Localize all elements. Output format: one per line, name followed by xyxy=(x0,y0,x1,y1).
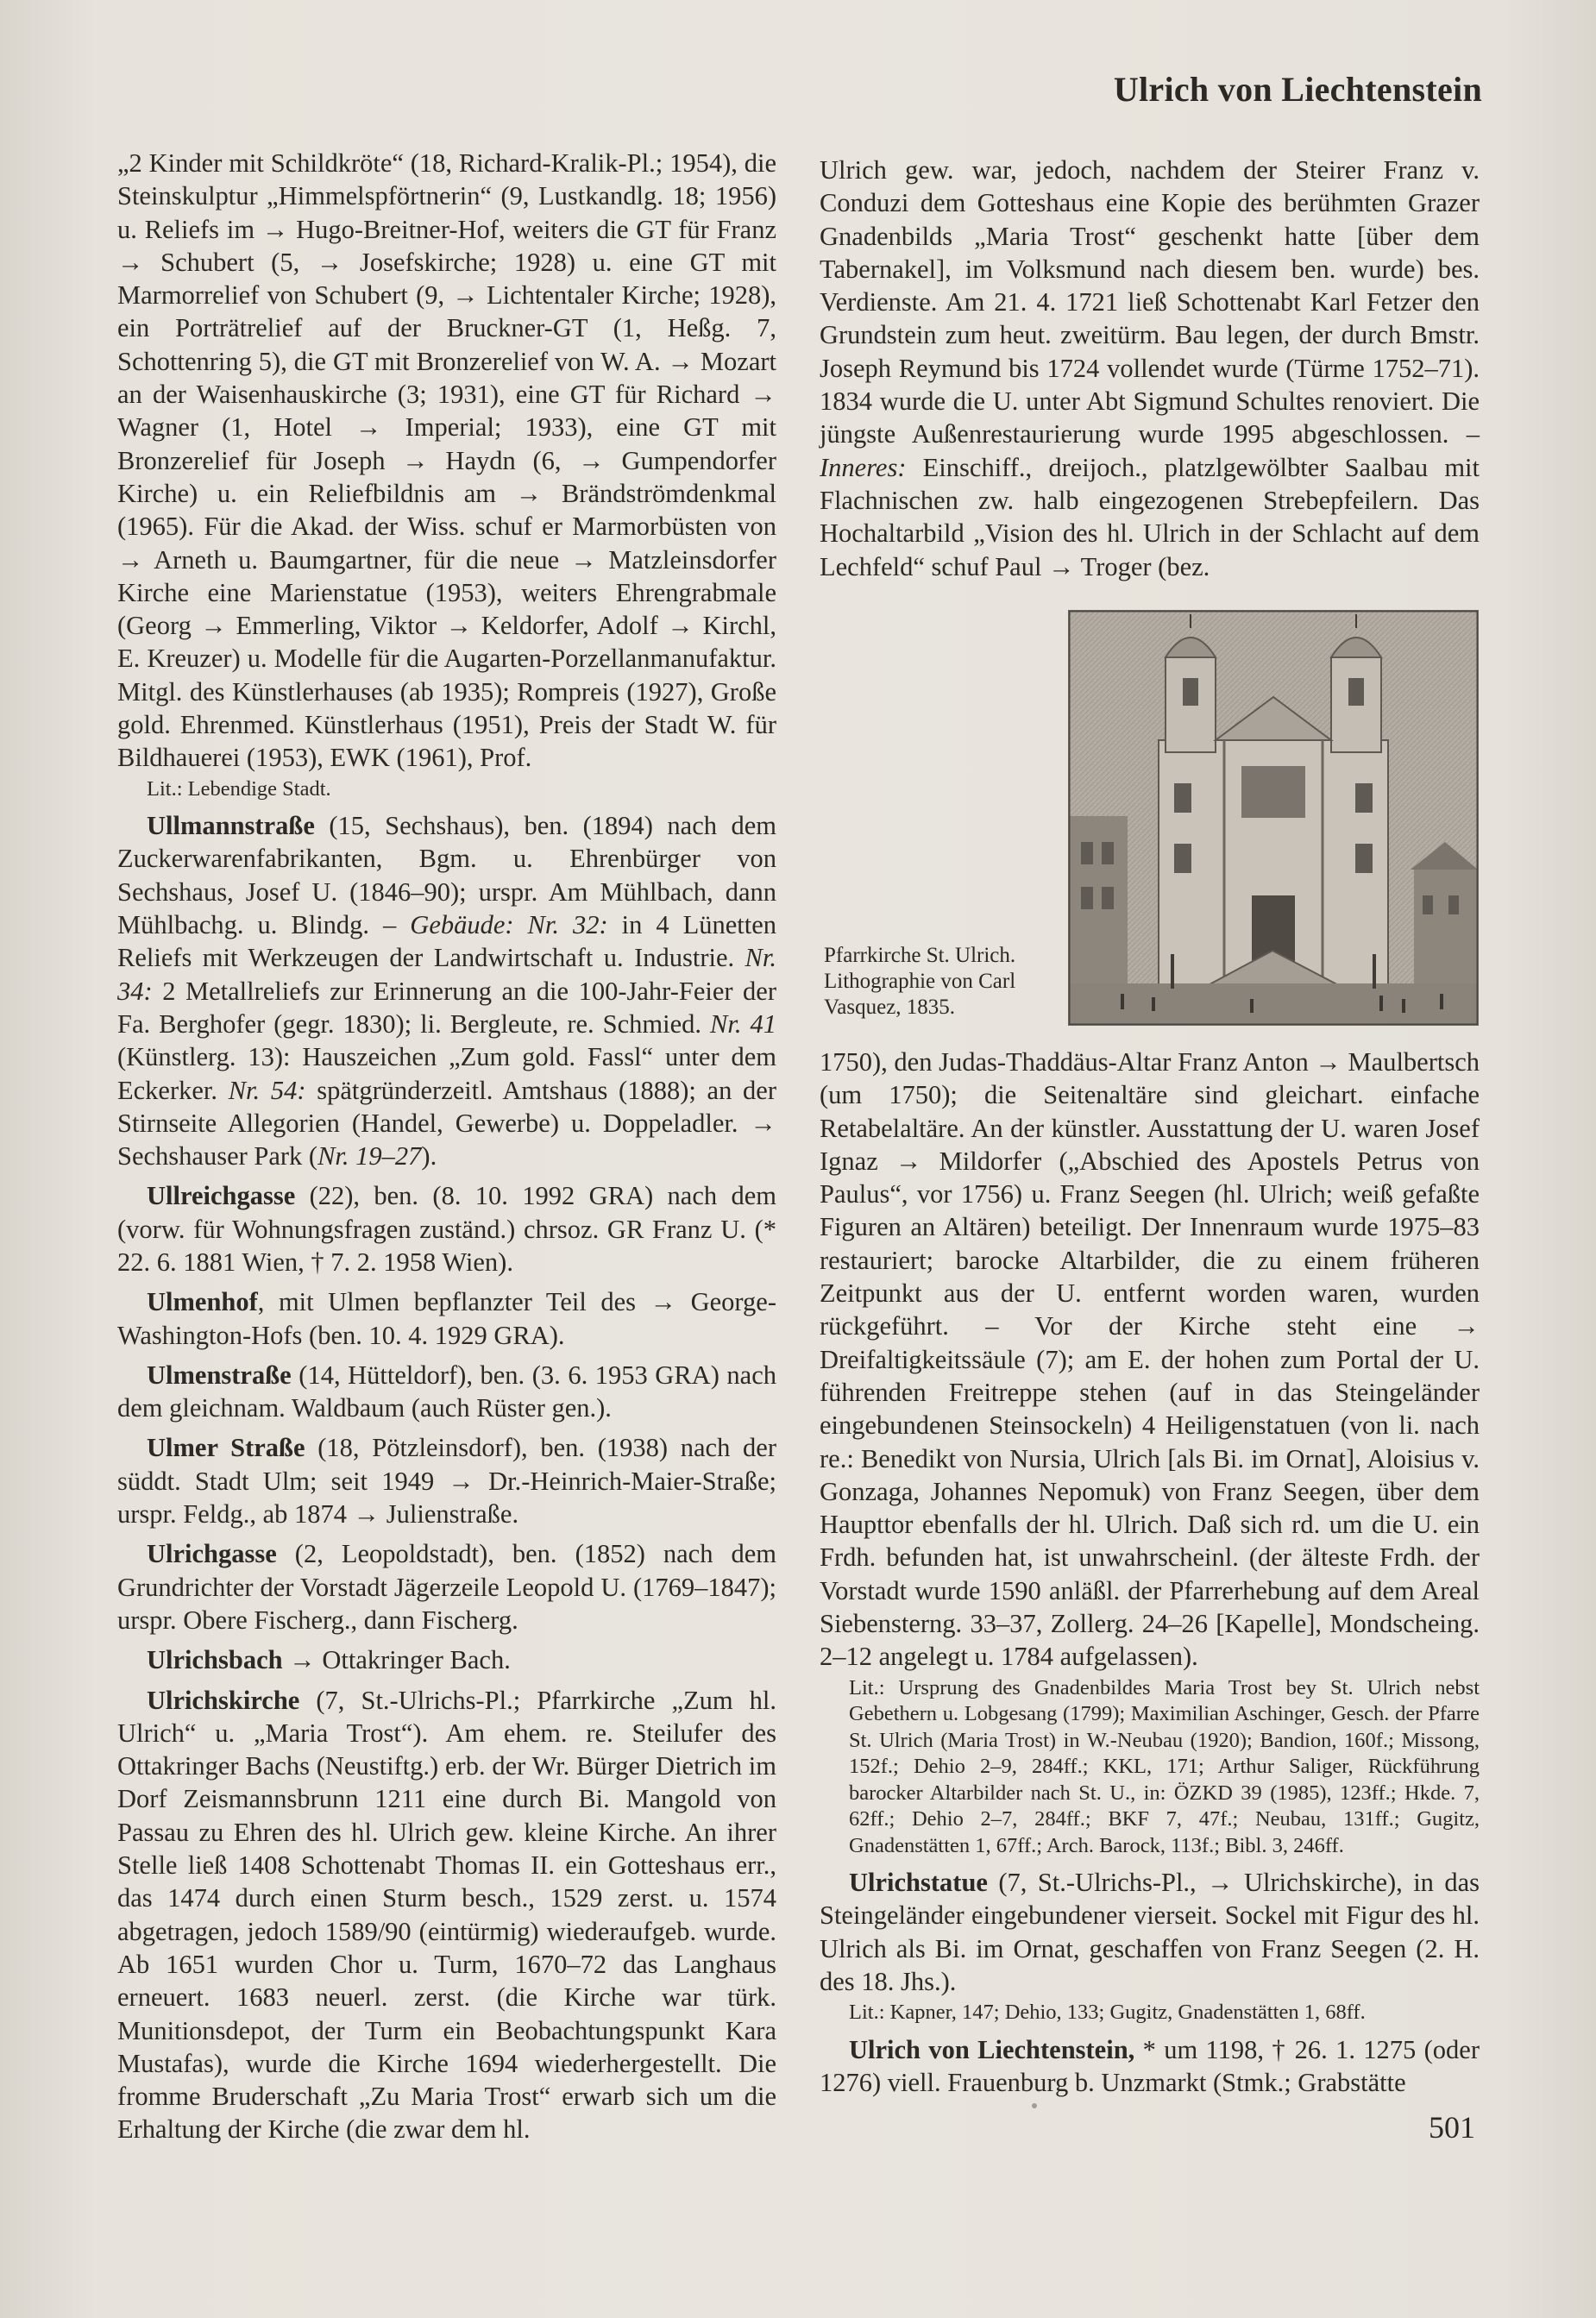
entry-ulrichstatue xyxy=(820,1866,1480,1998)
entry-text: Einschiff., dreijoch., platzlgewölbter Saalbau mit Flachnischen zw. halb eingezogenen Strebepfeilern. Das Hochaltarbild „Vision des hl. Ulrich in der Schlacht auf dem Lechfeld“ schuf Paul → Troger (bez. xyxy=(820,452,1480,581)
italic-label: Nr. 19–27 xyxy=(317,1141,422,1172)
entry-text: 2 Metallreliefs zur Erinnerung an die 100-Jahr-Feier der Fa. Berghofer (gegr. 1830); li. Bergleute, re. Schmied. xyxy=(117,976,776,1039)
italic-label: Nr. 54: xyxy=(228,1075,306,1105)
headword: Ulmenstraße xyxy=(147,1360,292,1390)
entry-ulmenhof xyxy=(117,1285,776,1352)
headword: Ulrichgasse xyxy=(147,1539,277,1569)
headword: Ulmenhof xyxy=(147,1287,258,1317)
church-lithograph-image xyxy=(1068,610,1479,1026)
entry-text: (14, Hütteldorf), ben. (3. 6. 1953 GRA) nach dem gleichnam. Waldbaum (auch Rüster gen.). xyxy=(117,1360,776,1423)
ulrichskirche-literature: Lit.: Ursprung des Gnadenbildes Maria Trost bey St. Ulrich nebst Gebethern u. Lobgesang (1799); Maximilian Aschinger, Gesch. der Pfarre St. Ulrich (Maria Trost) in W.-Neubau (1920); Bandion, 160f.; Missong, 152f.; Dehio 2–9, 284ff.; KKL, 171; Arthur Saliger, Rückführung barocker Altarbilder nach St. U., in: ÖZKD 39 (1985), 123ff.; Hkde. 7, 62ff.; Dehio 2–7, 284ff.; BKF 7, 47f.; Neubau, 131ff.; Gugitz, Gnadenstätten 1, 67ff.; Arch. Barock, 113f.; Bibl. 3, 246ff. xyxy=(849,1675,1480,1857)
entry-text: (18, Pötzleinsdorf), ben. (1938) nach der süddt. Stadt Ulm; seit 1949 → Dr.-Heinrich-Maier-Straße; urspr. Feldg., ab 1874 → Julienstraße. xyxy=(117,1433,776,1530)
continuation-body: „2 Kinder mit Schildkröte“ (18, Richard-Kralik-Pl.; 1954), die Steinskulptur „Himmelspförtnerin“ (9, Lustkandlg. 18; 1956) u. Reliefs im → Hugo-Breitner-Hof, weiters die GT für Franz → Schubert (5, → Josefskirche; 1928) u. eine GT mit Marmorrelief von Schubert (9, → Lichtentaler Kirche; 1928), ein Porträtrelief auf der Bruckner-GT (1, Heßg. 7, Schottenring 5), die GT mit Bronzerelief von W. A. → Mozart an der Waisenhauskirche (3; 1931), eine GT für Richard → Wagner (1, Hotel → Imperial; 1933), eine GT mit Bronzerelief für Joseph → Haydn (6, → Gumpendorfer Kirche) u. ein Reliefbildnis am → Brändströmdenkmal (1965). Für die Akad. der Wiss. schuf er Marmorbüsten von → Arneth u. Baumgartner, für die neue → Matzleinsdorfer Kirche eine Marienstatue (1953), weiters Ehrengrabmale (Georg → Emmerling, Viktor → Keldorfer, Adolf → Kirchl, E. Kreuzer) u. Modelle für die Augarten-Porzellanmanufaktur. Mitgl. des Künstlerhauses (ab 1935); Rompreis (1927), Große gold. Ehrenmed. Künstlerhaus (1951), Preis der Stadt W. für Bildhauerei (1953), EWK (1961), Prof. xyxy=(117,148,776,773)
entry-ulmer-strasse xyxy=(117,1431,776,1530)
headword: Ulrichskirche xyxy=(147,1685,300,1715)
entry-text: (2, Leopoldstadt), ben. (1852) nach dem Grundrichter der Vorstadt Jägerzeile Leopold U. (1769–1847); urspr. Obere Fischerg., dann Fischerg. xyxy=(117,1539,776,1635)
left-column xyxy=(117,147,776,2146)
italic-label: Inneres: xyxy=(820,452,907,482)
entry-text: Ulrich gew. war, jedoch, nachdem der Steirer Franz v. Conduzi dem Gotteshaus eine Kopie des berühmten Grazer Gnadenbilds „Maria Trost“ geschenkt hatte [über dem Tabernakel], im Volksmund nach diesem ben. wurde) bes. Verdienste. Am 21. 4. 1721 ließ Schottenabt Karl Fetzer den Grundstein zum heut. zweitürm. Bau legen, der durch Bmstr. Joseph Reymund bis 1724 vollendet wurde (Türme 1752–71). 1834 wurde die U. unter Abt Sigmund Schultes renoviert. Die jüngste Außenrestaurierung wurde 1995 abgeschlossen. – xyxy=(820,155,1480,449)
headword: Ulrichsbach xyxy=(147,1645,283,1675)
entry-ulrichgasse xyxy=(117,1537,776,1636)
ulrichstatue-literature: Lit.: Kapner, 147; Dehio, 133; Gugitz, Gnadenstätten 1, 68ff. xyxy=(849,2001,1366,2025)
entry-ulrich-von-liechtenstein xyxy=(820,2033,1480,2100)
headword: Ulrich von Liechtenstein, xyxy=(849,2034,1135,2064)
entry-text: (15, Sechshaus), ben. (1894) nach dem Zuckerwarenfabrikanten, Bgm. u. Ehrenbürger von Sechshaus, Josef U. (1846–90); urspr. Am Mühlbach, dann Mühlbachg. u. Blindg. – xyxy=(117,811,776,940)
headword: Ulmer Straße xyxy=(147,1433,305,1463)
page-number: 501 xyxy=(1429,2110,1475,2145)
italic-label: Nr. 34: xyxy=(117,943,776,1006)
italic-label: Nr. 41 xyxy=(710,1008,776,1039)
entry-ulrichskirche xyxy=(117,1684,776,2146)
entry-ullreichgasse xyxy=(117,1179,776,1278)
headword: Ulrichstatue xyxy=(849,1868,988,1898)
entry-text: (Künstlerg. 13): Hauszeichen „Zum gold. Fassl“ unter dem Eckerker. xyxy=(117,1042,776,1105)
figure-caption: Pfarrkirche St. Ulrich. Lithographie von Carl Vasquez, 1835. xyxy=(824,944,1016,1019)
entry-text: (7, St.-Ulrichs-Pl.; Pfarrkirche „Zum hl. Ulrich“ u. „Maria Trost“). Am ehem. re. Steilufer des Ottakringer Bachs (Neustiftg.) erb. der Wr. Bürger Dietrich im Dorf Zeismannsbrunn 1211 eine durch Bi. Mangold von Passau zu Ehren des hl. Ulrich gew. kleine Kirche. An ihrer Stelle ließ 1408 Schottenabt Thomas II. ein Gotteshaus err., das 1474 durch einen Sturm besch., 1529 zerst. u. 1574 abgetragen, jedoch 1589/90 (eintürmig) wiederaufgeb. wurde. Ab 1651 wurden Chor u. Turm, 1670–72 das Langhaus erneuert. 1683 neuerl. zerst. (die Kirche war türk. Munitionsdepot, der Turm ein Beobachtungspunkt Kara Mustafas), wurde die Kirche 1694 wiederhergestellt. Die fromme Bruderschaft „Zu Maria Trost“ erwarb sich um die Erhaltung der Kirche (die zwar dem hl. xyxy=(117,1685,776,2145)
entry-text: spätgründerzeitl. Amtshaus (1888); an der Stirnseite Allegorien (Handel, Gewerbe) u. Doppeladler. → Sechshauser Park ( xyxy=(117,1075,776,1172)
entry-text: * um 1198, † 26. 1. 1275 (oder 1276) viell. Frauenburg b. Unzmarkt (Stmk.; Grabstätte xyxy=(820,2034,1480,2098)
ulrichskirche-continued xyxy=(820,154,1480,583)
church-lithograph-drawing xyxy=(1069,611,1478,1025)
headword: Ullreichgasse xyxy=(147,1181,296,1211)
ulrichskirche-text-continued: 1750), den Judas-Thaddäus-Altar Franz Anton → Maulbertsch (um 1750); die Seitenaltäre sind gleichart. einfache Retabelaltäre. An der künstler. Ausstattung der U. waren Josef Ignaz → Mildorfer („Abschied des Apostels Petrus von Paulus“, vor 1756) u. Franz Seegen (hl. Ulrich; weiß gefaßte Figuren an Altären) beteiligt. Der Innenraum wurde 1975–83 restauriert; barocke Altarbilder, die zu einem früheren Zeitpunkt aus der U. entfernt worden waren, wurden rückgeführt. – Vor der Kirche steht eine → Dreifaltigkeitssäule (7); am E. der hohen zum Portal der U. führenden Freitreppe stehen (auf in das Steingeländer eingebundenen Steinsockeln) 4 Heiligenstatuen (von li. nach re.: Benedikt von Nursia, Ulrich [als Bi. im Ornat], Aloisius v. Gonzaga, Johannes Nepomuk) von Franz Seegen, über dem Haupttor ebenfalls der hl. Ulrich. Daß sich rd. um die U. ein Frdh. befunden hat, ist unwahrscheinl. (der älteste Frdh. der Vorstadt wurde 1590 anläßl. der Pfarrerhebung auf dem Areal Siebensterng. 33–37, Zollerg. 24–26 [Kapelle], Mondscheing. 2–12 angelegt u. 1784 aufgelassen). xyxy=(820,1047,1480,1672)
entry-text: in 4 Lünetten Reliefs mit Werkzeugen der Landwirtschaft u. Industrie. xyxy=(117,910,776,973)
entry-ulmenstrasse xyxy=(117,1359,776,1425)
entry-text: → Ottakringer Bach. xyxy=(282,1645,511,1675)
headword: Ullmannstraße xyxy=(147,811,315,841)
entry-ullmannstrasse xyxy=(117,809,776,1172)
italic-label: Gebäude: Nr. 32: xyxy=(410,910,608,940)
entry-ulrichsbach xyxy=(117,1643,776,1676)
pencil-mark xyxy=(1032,2103,1037,2108)
continuation-literature: Lit.: Lebendige Stadt. xyxy=(147,776,331,801)
right-column-lower xyxy=(820,1046,1480,2099)
entry-text: ). xyxy=(421,1141,437,1172)
entry-text: (22), ben. (8. 10. 1992 GRA) nach dem (vorw. für Wohnungsfragen zuständ.) chrsoz. GR Franz U. (* 22. 6. 1881 Wien, † 7. 2. 1958 Wien). xyxy=(117,1181,776,1277)
right-column-upper xyxy=(820,154,1480,583)
entry-text: (7, St.-Ulrichs-Pl., → Ulrichskirche), in das Steingeländer eingebundener vierseit. Sockel mit Figur des hl. Ulrich als Bi. im Ornat, geschaffen von Franz Seegen (2. H. des 18. Jhs.). xyxy=(820,1868,1480,1997)
running-head: Ulrich von Liechtenstein xyxy=(1113,70,1482,109)
continuation-text xyxy=(117,147,776,775)
entry-text: , mit Ulmen bepflanzter Teil des → George-Washington-Hofs (ben. 10. 4. 1929 GRA). xyxy=(117,1287,776,1350)
